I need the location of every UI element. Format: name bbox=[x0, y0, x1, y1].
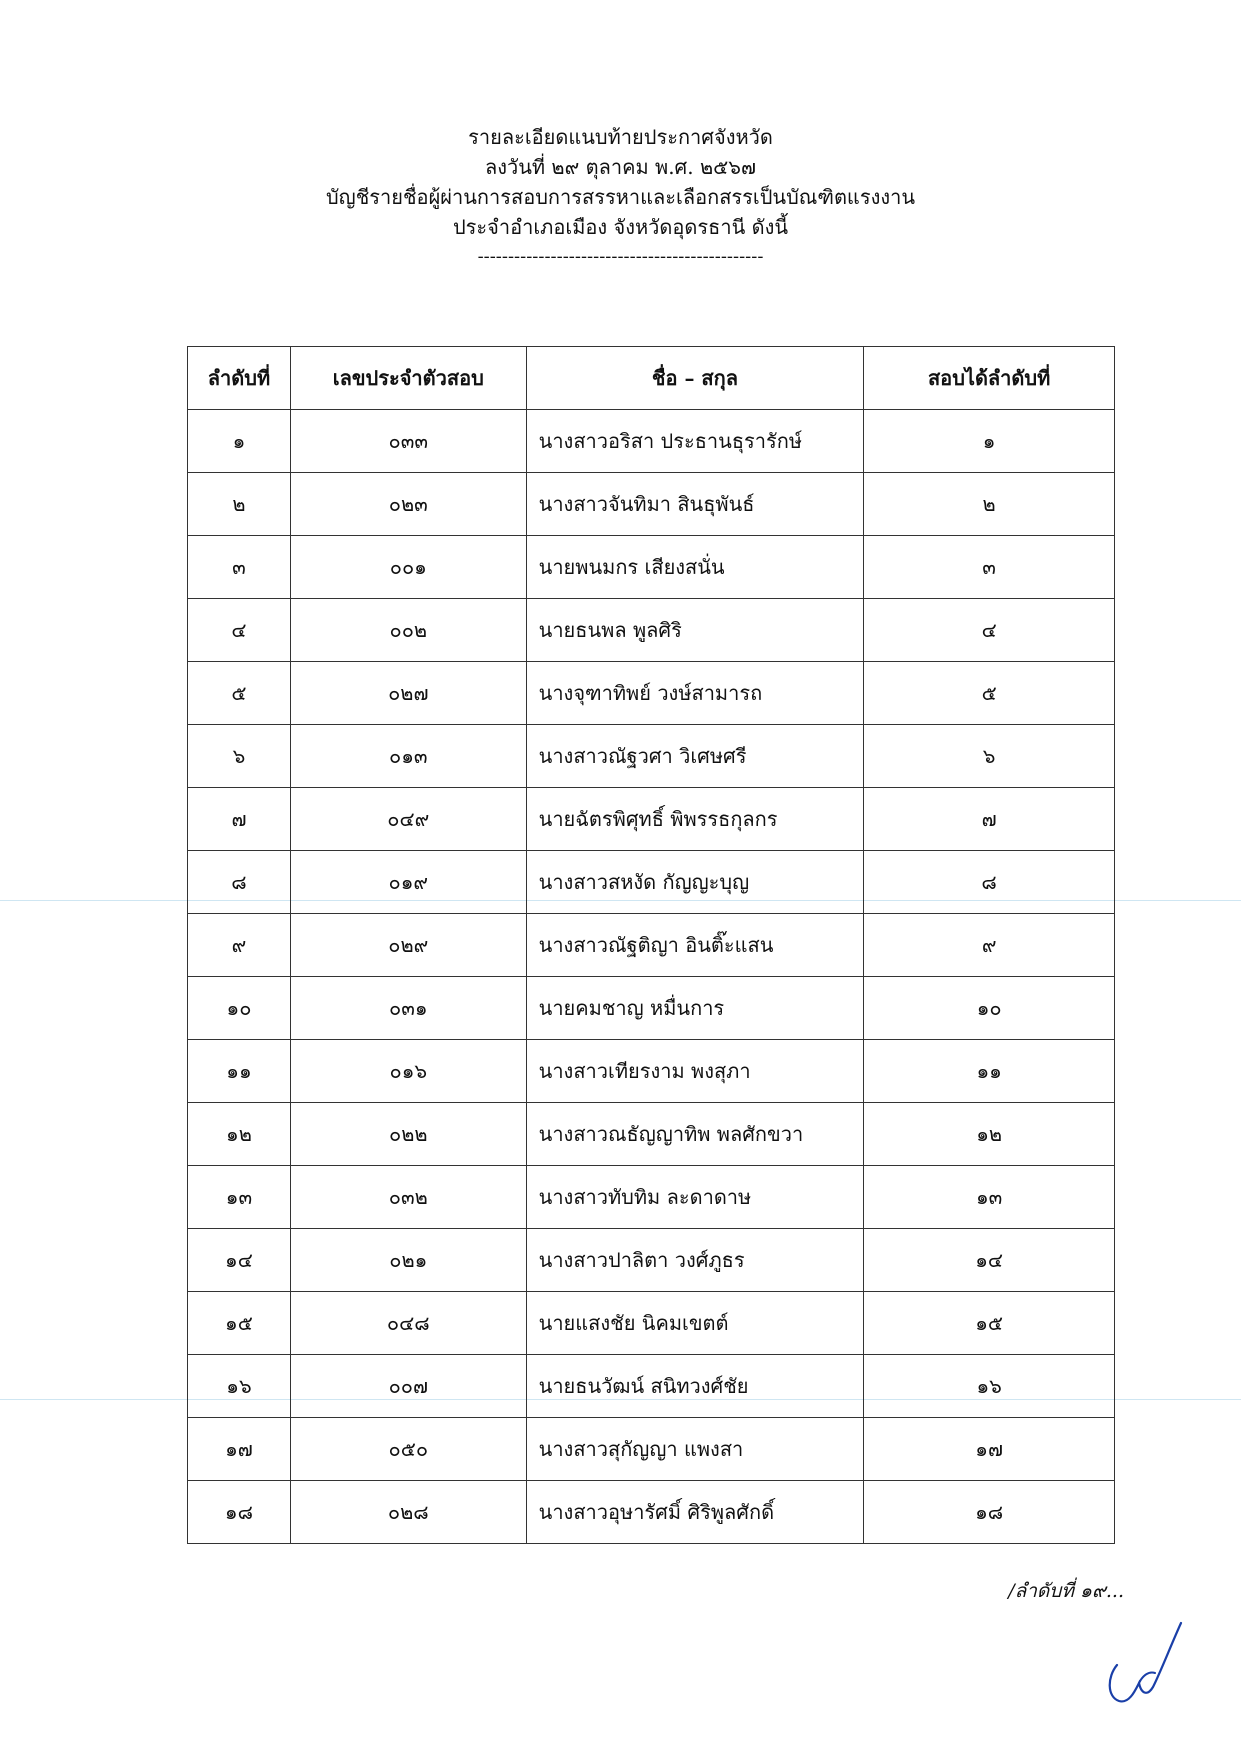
table-row bbox=[188, 914, 1115, 977]
cell-full-name: นางสาวณธัญญาทิพ พลศักขวา bbox=[526, 1103, 864, 1166]
cell-rank: ๘ bbox=[864, 851, 1115, 914]
table-row bbox=[188, 1040, 1115, 1103]
cell-full-name: นางสาวสุกัญญา แพงสา bbox=[526, 1418, 864, 1481]
header-line-4: ประจำอำเภอเมือง จังหวัดอุดรธานี ดังนี้ bbox=[452, 215, 789, 239]
header-rule: ----------------------------------------------- bbox=[477, 246, 764, 267]
header-line-2: ลงวันที่ ๒๙ ตุลาคม พ.ศ. ๒๕๖๗ bbox=[484, 155, 757, 179]
cell-exam-id: ๐๐๒ bbox=[290, 599, 526, 662]
cell-rank: ๓ bbox=[864, 536, 1115, 599]
cell-exam-id: ๐๓๑ bbox=[290, 977, 526, 1040]
table-row bbox=[188, 1103, 1115, 1166]
cell-rank: ๑๘ bbox=[864, 1481, 1115, 1544]
header-exam-id: เลขประจำตัวสอบ bbox=[290, 347, 526, 410]
cell-order: ๗ bbox=[188, 788, 291, 851]
table-row bbox=[188, 851, 1115, 914]
cell-full-name: นางสาวทับทิม ละดาดาษ bbox=[526, 1166, 864, 1229]
header-rank: สอบได้ลำดับที่ bbox=[864, 347, 1115, 410]
table-row bbox=[188, 1481, 1115, 1544]
cell-exam-id: ๐๒๒ bbox=[290, 1103, 526, 1166]
continuation-note: /ลำดับที่ ๑๙... bbox=[1008, 1580, 1124, 1602]
signature-icon bbox=[1105, 1605, 1185, 1719]
table-row bbox=[188, 1418, 1115, 1481]
cell-rank: ๙ bbox=[864, 914, 1115, 977]
cell-order: ๑๐ bbox=[188, 977, 291, 1040]
header-line-1: รายละเอียดแนบท้ายประกาศจังหวัด bbox=[468, 125, 773, 149]
cell-exam-id: ๐๒๙ bbox=[290, 914, 526, 977]
cell-rank: ๑๖ bbox=[864, 1355, 1115, 1418]
cell-order: ๑๒ bbox=[188, 1103, 291, 1166]
table-row bbox=[188, 599, 1115, 662]
table-row bbox=[188, 977, 1115, 1040]
cell-exam-id: ๐๒๗ bbox=[290, 662, 526, 725]
cell-rank: ๑๐ bbox=[864, 977, 1115, 1040]
table-row bbox=[188, 473, 1115, 536]
cell-order: ๒ bbox=[188, 473, 291, 536]
cell-rank: ๑๕ bbox=[864, 1292, 1115, 1355]
cell-full-name: นายคมชาญ หมื่นการ bbox=[526, 977, 864, 1040]
cell-exam-id: ๐๑๓ bbox=[290, 725, 526, 788]
cell-full-name: นายธนพล พูลศิริ bbox=[526, 599, 864, 662]
cell-exam-id: ๐๔๙ bbox=[290, 788, 526, 851]
cell-order: ๑ bbox=[188, 410, 291, 473]
cell-order: ๑๕ bbox=[188, 1292, 291, 1355]
table-row bbox=[188, 788, 1115, 851]
cell-order: ๑๖ bbox=[188, 1355, 291, 1418]
cell-exam-id: ๐๒๑ bbox=[290, 1229, 526, 1292]
cell-order: ๑๓ bbox=[188, 1166, 291, 1229]
cell-exam-id: ๐๑๖ bbox=[290, 1040, 526, 1103]
cell-exam-id: ๐๒๓ bbox=[290, 473, 526, 536]
table-row bbox=[188, 662, 1115, 725]
cell-rank: ๕ bbox=[864, 662, 1115, 725]
header-line-3: บัญชีรายชื่อผู้ผ่านการสอบการสรรหาและเลือกสรรเป็นบัณฑิตแรงงาน bbox=[325, 185, 915, 209]
cell-rank: ๑๑ bbox=[864, 1040, 1115, 1103]
cell-full-name: นางสาวณัฐติญา อินติ๊ะแสน bbox=[526, 914, 864, 977]
cell-full-name: นางสาวปาลิตา วงศ์ภูธร bbox=[526, 1229, 864, 1292]
cell-full-name: นายธนวัฒน์ สนิทวงศ์ชัย bbox=[526, 1355, 864, 1418]
cell-order: ๙ bbox=[188, 914, 291, 977]
table-row bbox=[188, 1355, 1115, 1418]
table-row bbox=[188, 536, 1115, 599]
cell-rank: ๖ bbox=[864, 725, 1115, 788]
cell-full-name: นางสาวเทียรงาม พงสุภา bbox=[526, 1040, 864, 1103]
cell-exam-id: ๐๓๓ bbox=[290, 410, 526, 473]
cell-order: ๖ bbox=[188, 725, 291, 788]
cell-full-name: นายฉัตรพิศุทธิ์ พิพรรธกุลกร bbox=[526, 788, 864, 851]
cell-full-name: นางสาวสหงัด กัญญะบุญ bbox=[526, 851, 864, 914]
cell-order: ๑๔ bbox=[188, 1229, 291, 1292]
cell-rank: ๑๓ bbox=[864, 1166, 1115, 1229]
document-header bbox=[0, 122, 1241, 272]
header-order: ลำดับที่ bbox=[188, 347, 291, 410]
cell-exam-id: ๐๕๐ bbox=[290, 1418, 526, 1481]
table-body bbox=[188, 410, 1115, 1544]
results-table bbox=[187, 346, 1115, 1544]
cell-exam-id: ๐๑๙ bbox=[290, 851, 526, 914]
header-full-name: ชื่อ – สกุล bbox=[526, 347, 864, 410]
cell-order: ๑๘ bbox=[188, 1481, 291, 1544]
cell-rank: ๑๒ bbox=[864, 1103, 1115, 1166]
table-row bbox=[188, 725, 1115, 788]
cell-order: ๘ bbox=[188, 851, 291, 914]
cell-exam-id: ๐๐๗ bbox=[290, 1355, 526, 1418]
table-row bbox=[188, 410, 1115, 473]
cell-order: ๓ bbox=[188, 536, 291, 599]
table-row bbox=[188, 1292, 1115, 1355]
cell-rank: ๑๗ bbox=[864, 1418, 1115, 1481]
cell-rank: ๑ bbox=[864, 410, 1115, 473]
cell-full-name: นางสาวจันทิมา สินธุพันธ์ bbox=[526, 473, 864, 536]
cell-full-name: นายแสงชัย นิคมเขตต์ bbox=[526, 1292, 864, 1355]
cell-order: ๑๑ bbox=[188, 1040, 291, 1103]
cell-exam-id: ๐๓๒ bbox=[290, 1166, 526, 1229]
cell-full-name: นายพนมกร เสียงสนั่น bbox=[526, 536, 864, 599]
cell-rank: ๔ bbox=[864, 599, 1115, 662]
cell-full-name: นางสาวณัฐวศา วิเศษศรี bbox=[526, 725, 864, 788]
cell-full-name: นางจุฑาทิพย์ วงษ์สามารถ bbox=[526, 662, 864, 725]
cell-order: ๕ bbox=[188, 662, 291, 725]
cell-exam-id: ๐๒๘ bbox=[290, 1481, 526, 1544]
table-row bbox=[188, 1229, 1115, 1292]
cell-rank: ๗ bbox=[864, 788, 1115, 851]
cell-full-name: นางสาวอริสา ประธานธุรารักษ์ bbox=[526, 410, 864, 473]
cell-exam-id: ๐๔๘ bbox=[290, 1292, 526, 1355]
cell-rank: ๒ bbox=[864, 473, 1115, 536]
cell-exam-id: ๐๐๑ bbox=[290, 536, 526, 599]
cell-order: ๑๗ bbox=[188, 1418, 291, 1481]
table-header-row bbox=[188, 347, 1115, 410]
cell-order: ๔ bbox=[188, 599, 291, 662]
table-row bbox=[188, 1166, 1115, 1229]
cell-full-name: นางสาวอุษารัศมิ์ ศิริพูลศักดิ์ bbox=[526, 1481, 864, 1544]
cell-rank: ๑๔ bbox=[864, 1229, 1115, 1292]
